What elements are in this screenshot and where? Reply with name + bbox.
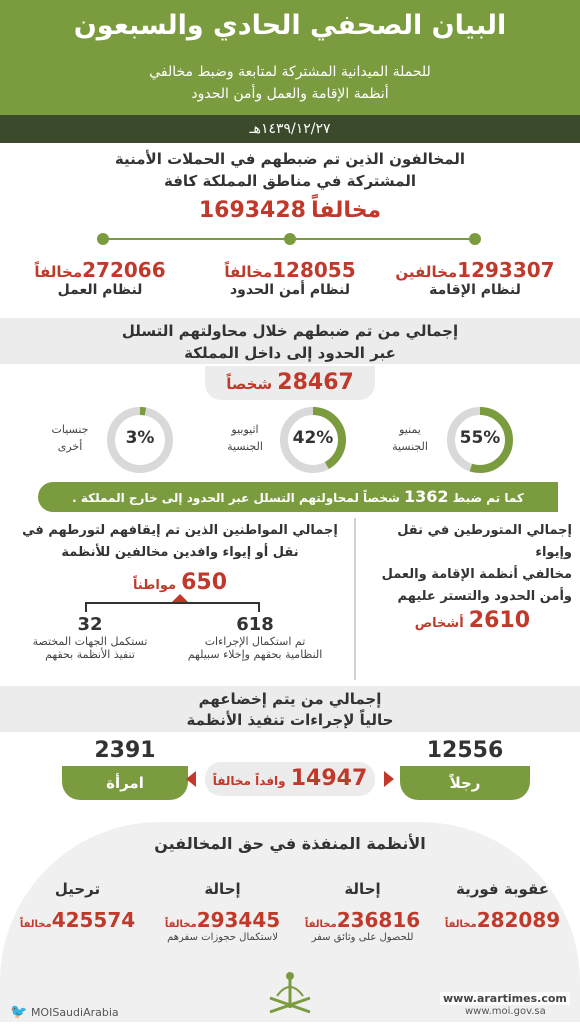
citizens-text (20, 520, 340, 564)
referral-booking-title: إحالة (204, 880, 241, 898)
outbound-suffix: شخصاً لمحاولتهم التسلل عبر الحدود إلى خارج المملكة . (72, 491, 400, 505)
men-value: 12556 (426, 738, 504, 763)
yemeni-label-1: يمنيو (399, 423, 421, 436)
stat-labor-label: لنظام العمل (57, 282, 143, 298)
referral-docs-title: إحالة (344, 880, 381, 898)
citizens-line-2: نقل أو إيواء وافدين مخالفين للأنظمة (61, 545, 299, 560)
referral-booking-unit: مخالفاً (164, 919, 197, 930)
citizens-total (110, 570, 250, 595)
section2-total-value: 28467 (277, 370, 354, 395)
section2-total (205, 366, 375, 400)
citizens-value: 650 (181, 570, 228, 595)
page-subtitle-2: أنظمة الإقامة والعمل وأمن الحدود (191, 86, 389, 102)
penalty-immediate-unit: مخالفاً (444, 919, 477, 930)
citizens-released-line-1: تم استكمال الإجراءات (204, 635, 306, 648)
harborers-value: 2610 (468, 608, 530, 633)
stat-border-value: 128055 (272, 258, 356, 282)
website-link[interactable]: www.moi.gov.sa (465, 1006, 546, 1017)
ethiopian-pct: 42% (292, 428, 334, 448)
citizens-unit: مواطناً (132, 578, 177, 593)
deportation-title: ترحيل (54, 880, 101, 898)
outbound-prefix: كما تم ضبط (452, 491, 524, 505)
header-banner (0, 0, 580, 115)
section1-heading-1: المخالفون الذين تم ضبطهم في الحملات الأمنية (114, 150, 466, 168)
referral-docs-unit: مخالفاً (304, 919, 337, 930)
section1-dot-left (97, 233, 109, 245)
penalty-immediate-value: 282089 (476, 908, 561, 932)
men-label: رجلاً (400, 766, 530, 800)
twitter-handle[interactable] (10, 1004, 119, 1020)
section1-dot-right (469, 233, 481, 245)
harborers-total (380, 608, 530, 633)
penalty-immediate (430, 880, 575, 932)
stat-residency-label: لنظام الإقامة (429, 282, 521, 298)
deportation (5, 880, 150, 932)
stat-residency-value: 1293307 (457, 258, 555, 282)
harborers-text (362, 520, 572, 608)
section1-heading-2: المشتركة في مناطق المملكة كافة (163, 172, 417, 190)
harborers-unit: أشخاص (414, 616, 464, 631)
citizens-split-tick-right (258, 602, 260, 612)
page-subtitle-1: للحملة الميدانية المشتركة لمتابعة وضبط مخالفي (149, 64, 431, 80)
section2-heading-2: عبر الحدود إلى داخل المملكة (184, 344, 396, 362)
stat-border-unit: مخالفاً (224, 263, 273, 281)
yemeni-label-2: الجنسية (392, 440, 428, 453)
section2-total-unit: شخصاً (226, 375, 273, 393)
section4-heading-2: حالياً لإجراءات تنفيذ الأنظمة (186, 711, 394, 729)
ethiopian-label-2: الجنسية (227, 440, 263, 453)
stat-labor-value: 272066 (82, 258, 166, 282)
page-title: البيان الصحفي الحادي والسبعون (73, 10, 507, 41)
stat-border (200, 258, 380, 298)
ministry-emblem (255, 968, 325, 1022)
citizens-split-line (85, 602, 260, 604)
referral-docs (290, 880, 435, 943)
section1-total-value: 1693428 (198, 198, 306, 223)
other-label-1: جنسيات (51, 423, 89, 436)
other-label-2: أخرى (57, 440, 83, 453)
section4-total (205, 762, 375, 796)
deportation-unit: مخالفاً (19, 919, 52, 930)
date-band (0, 115, 580, 143)
section4-heading-1: إجمالي من يتم إخضاعهم (198, 690, 382, 708)
women-value: 2391 (94, 738, 156, 763)
other-pct: 3% (125, 428, 155, 448)
section3-divider (354, 518, 356, 680)
citizens-pending (10, 614, 170, 661)
stat-border-label: لنظام أمن الحدود (229, 282, 351, 298)
referral-booking (150, 880, 295, 943)
yemeni-pct: 55% (459, 428, 501, 448)
ethiopian-label-1: اثيوبيو (231, 423, 259, 436)
citizens-line-1: إجمالي المواطنين الذين تم إيقافهم لتورطهم في (22, 523, 338, 538)
arrow-left-icon (186, 771, 196, 787)
citizens-released-line-2: النظامية بحقهم وإخلاء سبيلهم (187, 648, 323, 661)
twitter-icon: 🐦 (10, 1004, 28, 1020)
referral-booking-value: 293445 (196, 908, 281, 932)
section4-total-unit: وافداً مخالفاً (212, 774, 286, 788)
section1-dot-middle (284, 233, 296, 245)
date-text: ١٤٣٩/١٢/٢٧هـ (249, 121, 331, 137)
referral-docs-note: للحصول على وثائق سفر (311, 932, 414, 943)
penalty-immediate-title: عقوبة فورية (456, 880, 549, 898)
section2-heading-1: إجمالي من تم ضبطهم خلال محاولتهم التسلل (121, 322, 459, 340)
citizens-released (175, 614, 335, 661)
twitter-text: MOISaudiArabia (30, 1006, 119, 1019)
section1-total-unit: مخالفاً (311, 198, 382, 223)
citizens-pending-line-1: تستكمل الجهات المختصة (32, 635, 148, 648)
referral-booking-note: لاستكمال حجوزات سفرهم (167, 932, 278, 943)
outbound-value: 1362 (404, 487, 449, 506)
citizens-arrow-icon (172, 594, 188, 602)
section4-total-value: 14947 (290, 766, 368, 791)
citizens-released-value: 618 (236, 614, 274, 635)
harborers-line-3: وأمن الحدود والتستر عليهم (397, 589, 572, 604)
citizens-split-tick-left (85, 602, 87, 612)
stat-labor-unit: مخالفاً (34, 263, 83, 281)
outbound-band (38, 482, 558, 512)
stat-residency (390, 258, 560, 298)
citizens-pending-value: 32 (77, 614, 103, 635)
arrow-right-icon (384, 771, 394, 787)
stat-labor (10, 258, 190, 298)
watermark: www.arartimes.com (440, 992, 570, 1005)
section5-heading: الأنظمة المنفذة في حق المخالفين (154, 834, 426, 853)
harborers-line-2: مخالفي أنظمة الإقامة والعمل (381, 567, 572, 582)
referral-docs-value: 236816 (336, 908, 421, 932)
section1-total (0, 198, 580, 223)
stat-residency-unit: مخالفين (395, 263, 458, 281)
deportation-value: 425574 (51, 908, 136, 932)
women-label: امرأة (62, 766, 188, 800)
harborers-line-1: إجمالي المتورطين في نقل وإيواء (397, 523, 572, 560)
citizens-pending-line-2: تنفيذ الأنظمة بحقهم (45, 648, 135, 661)
